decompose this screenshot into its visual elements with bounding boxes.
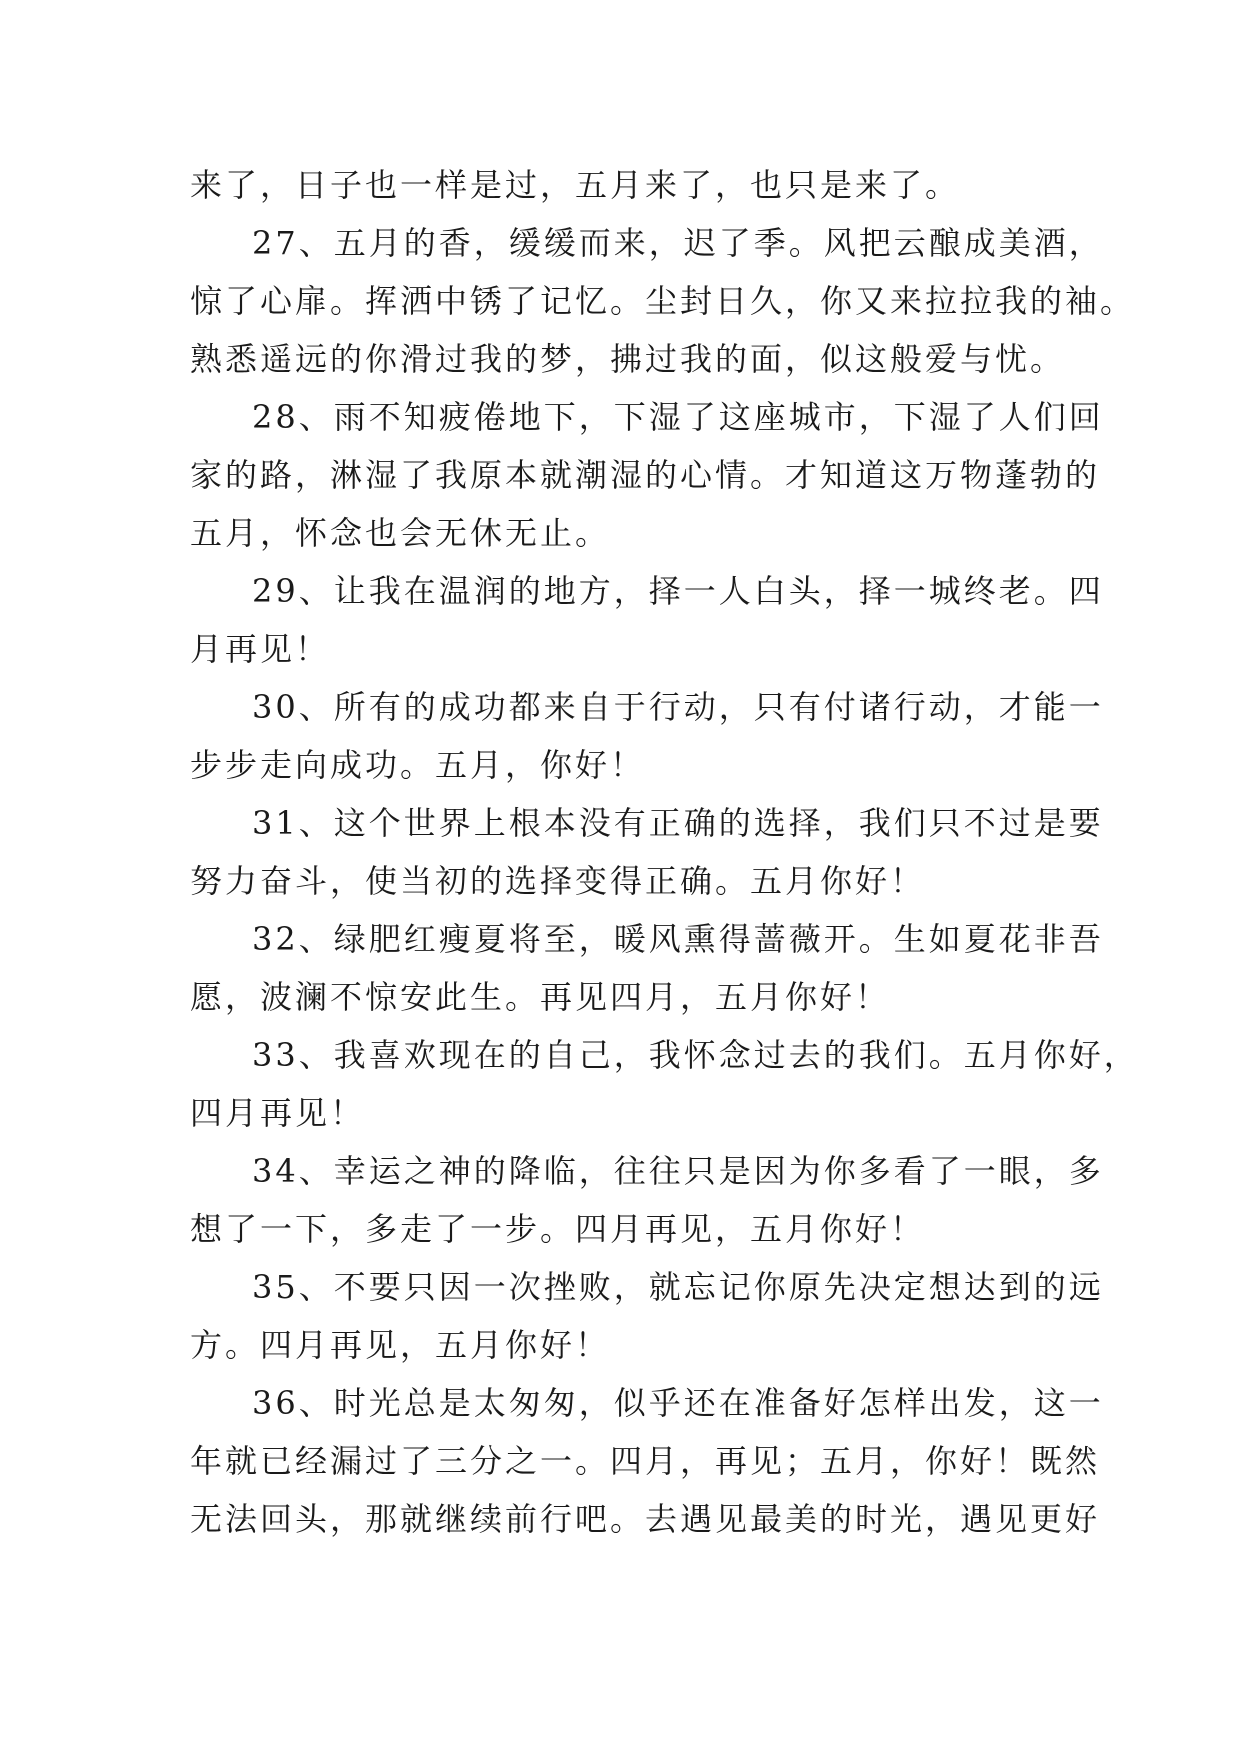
text-line: 熟悉遥远的你滑过我的梦，拂过我的面，似这般爱与忧。 (190, 340, 1066, 378)
text-line: 29、让我在温润的地方，择一人白头，择一城终老。四 (252, 572, 1104, 610)
text-line: 27、五月的香，缓缓而来，迟了季。风把云酿成美酒， (252, 224, 1104, 262)
text-line: 35、不要只因一次挫败，就忘记你原先决定想达到的远 (252, 1268, 1104, 1306)
text-line: 28、雨不知疲倦地下，下湿了这座城市，下湿了人们回 (252, 398, 1104, 436)
text-line: 努力奋斗，使当初的选择变得正确。五月你好！ (190, 862, 926, 900)
text-line: 惊了心扉。挥洒中锈了记忆。尘封日久，你又来拉拉我的袖。 (190, 282, 1136, 320)
text-line: 想了一下，多走了一步。四月再见，五月你好！ (190, 1210, 926, 1248)
text-line: 年就已经漏过了三分之一。四月，再见；五月，你好！既然 (190, 1442, 1101, 1480)
text-line: 步步走向成功。五月，你好！ (190, 746, 646, 784)
text-line: 34、幸运之神的降临，往往只是因为你多看了一眼，多 (252, 1152, 1104, 1190)
text-line: 无法回头，那就继续前行吧。去遇见最美的时光，遇见更好 (190, 1500, 1101, 1538)
text-line: 来了，日子也一样是过，五月来了，也只是来了。 (190, 166, 961, 204)
text-line: 32、绿肥红瘦夏将至，暖风熏得蔷薇开。生如夏花非吾 (252, 920, 1104, 958)
text-line: 五月，怀念也会无休无止。 (190, 514, 611, 552)
text-line: 月再见！ (190, 630, 331, 668)
text-line: 30、所有的成功都来自于行动，只有付诸行动，才能一 (252, 688, 1104, 726)
document-body (190, 156, 1139, 1548)
text-line: 愿，波澜不惊安此生。再见四月，五月你好！ (190, 978, 891, 1016)
text-line: 33、我喜欢现在的自己，我怀念过去的我们。五月你好， (252, 1036, 1139, 1074)
text-line: 31、这个世界上根本没有正确的选择，我们只不过是要 (252, 804, 1104, 842)
text-line: 家的路，淋湿了我原本就潮湿的心情。才知道这万物蓬勃的 (190, 456, 1101, 494)
text-line: 36、时光总是太匆匆，似乎还在准备好怎样出发，这一 (252, 1384, 1104, 1422)
text-line: 方。四月再见，五月你好！ (190, 1326, 611, 1364)
text-line: 四月再见！ (190, 1094, 366, 1132)
